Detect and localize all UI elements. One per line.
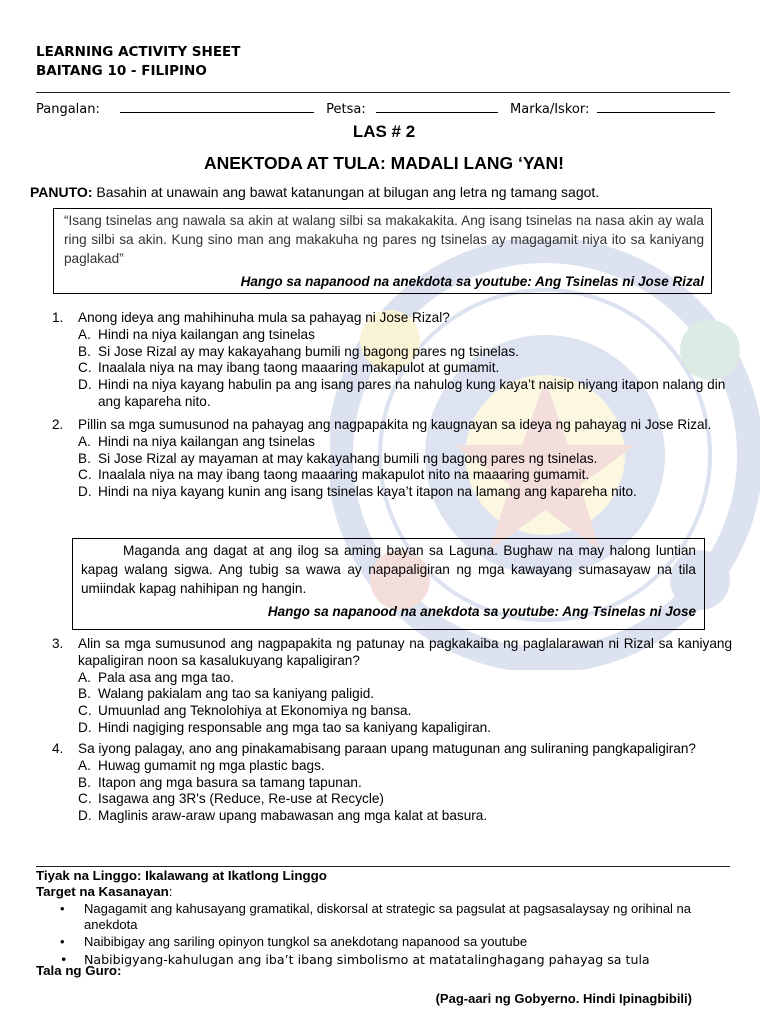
page-title: ANEKTODA AT TULA: MADALI LANG ‘YAN! [203, 153, 565, 173]
las-number: LAS # 2 [352, 122, 416, 141]
instructions-label: PANUTO: [30, 184, 93, 200]
list-item: • Nabibigyang-kahulugan ang iba’t ibang simbolismo at matatalinghagang pahayag sa tula [60, 951, 650, 967]
option-d[interactable]: D. Maglinis araw-araw upang mabawasan ang mga kalat at basura. [78, 808, 488, 824]
option-b[interactable]: B. Walang pakialam ang tao sa kaniyang paligid. [78, 686, 375, 702]
question-stem: Alin sa mga sumusunod ang nagpapakita ng patunay na pagkakaiba ng paglalarawan ni Rizal sa kaniyang kapaligiran noon sa kasalukuyang kapaligiran? [78, 636, 732, 668]
quote-box-2 [72, 538, 705, 630]
grade-subject: BAITANG 10 - FILIPINO [36, 63, 207, 79]
option-b[interactable]: B. Si Jose Rizal ay may kakayahang bumili ng bagong pares ng tsinelas. [78, 343, 519, 359]
option-d[interactable]: D. Hindi na niya kayang habulin pa ang isang pares na nahulog kung kaya’t naisip niyang itapon nalang din ang kapareha nito. [78, 377, 726, 409]
option-c[interactable]: C. Umuunlad ang Teknolohiya at Ekonomiya ng bansa. [78, 703, 412, 719]
question-stem: Pillin sa mga sumusunod na pahayag ang nagpapakita ng kaugnayan sa ideya ng pahayag ni Jose Rizal. [78, 417, 712, 432]
student-info-row [36, 99, 723, 117]
option-c[interactable]: C. Inaalala niya na may ibang taong maaaring makapulot nito na maaaring gumamit. [78, 467, 590, 483]
teacher-note-label: Tala ng Guro: [36, 963, 122, 978]
target-label: Target na Kasanayan: [36, 884, 173, 899]
question-4 [52, 741, 732, 825]
footer-divider [36, 866, 730, 867]
option-b[interactable]: B. Itapon ang mga basura sa tamang tapunan. [78, 774, 362, 790]
header-divider [36, 92, 730, 93]
quote-box-1 [53, 208, 712, 294]
quote-source: Hango sa napanood na anekdota sa youtube: Ang Tsinelas ni Jose Rizal [240, 274, 704, 289]
instructions [30, 184, 599, 200]
quote-text: “Isang tsinelas ang nawala sa akin at walang silbi sa makakakita. Ang isang tsinelas na nasa akin ay wala ring silbi sa akin. Kung sino man ang makakuha ng pares ng tsinelas ay magagamit niya ito sa kaniyang paglakad” [64, 213, 704, 266]
option-c[interactable]: C. Isagawa ang 3R's (Reduce, Re-use at Recycle) [78, 791, 384, 807]
option-c[interactable]: C. Inaalala niya na may ibang taong maaaring makapulot at gumamit. [78, 360, 500, 376]
option-a[interactable]: A. Pala asa ang mga tao. [78, 669, 235, 685]
score-label: Marka/Iskor: [510, 102, 590, 117]
list-item: • Naibibigay ang sariling opinyon tungkol sa anekdotang napanood sa youtube [60, 934, 528, 949]
instructions-text: Basahin at unawain ang bawat katanungan at bilugan ang letra ng tamang sagot. [96, 184, 600, 200]
option-d[interactable]: D. Hindi na niya kayang kunin ang isang tsinelas kaya’t itapon na lamang ang kapareha nito. [78, 484, 637, 500]
question-number: 3. [52, 636, 64, 651]
option-a[interactable]: A. Huwag gumamit ng mga plastic bags. [78, 757, 325, 773]
target-skills-list [58, 901, 738, 969]
score-field[interactable] [597, 99, 715, 113]
option-a[interactable]: A. Hindi na niya kailangan ang tsinelas [78, 326, 315, 342]
question-number: 4. [52, 741, 64, 756]
question-stem: Sa iyong palagay, ano ang pinakamabisang paraan upang matugunan ang suliraning pangkapaligiran? [78, 741, 696, 756]
question-2 [52, 417, 732, 501]
question-1 [52, 310, 732, 411]
option-d[interactable]: D. Hindi nagiging responsable ang mga tao sa kaniyang kapaligiran. [78, 719, 491, 735]
question-number: 2. [52, 417, 64, 432]
quote-source: Hango sa napanood na anekdota sa youtube: Ang Tsinelas ni Jose [267, 604, 696, 619]
question-stem: Anong ideya ang mahihinuha mula sa pahayag ni Jose Rizal? [78, 310, 450, 325]
option-a[interactable]: A. Hindi na niya kailangan ang tsinelas [78, 433, 315, 449]
question-number: 1. [52, 310, 64, 325]
name-label: Pangalan: [36, 102, 100, 117]
option-b[interactable]: B. Si Jose Rizal ay mayaman at may kakayahang bumili ng bagong pares ng tsinelas. [78, 450, 598, 466]
date-field[interactable] [376, 99, 498, 113]
quote-text: Maganda ang dagat at ang ilog sa aming bayan sa Laguna. Bughaw na may halong luntian kapag walang sigwa. Ang tubig sa wawa ay napapaligiran ng mga kawayang sumasayaw na tila umiindak kapag nahihipan ng hangin. [81, 543, 696, 596]
question-3 [52, 636, 732, 737]
ownership-note: (Pag-aari ng Gobyerno. Hindi Ipinagbibili) [435, 991, 692, 1006]
name-field[interactable] [120, 99, 314, 113]
week-label: Tiyak na Linggo: Ikalawang at Ikatlong Linggo [36, 868, 327, 883]
sheet-title: LEARNING ACTIVITY SHEET [36, 44, 241, 60]
list-item: • Nagagamit ang kahusayang gramatikal, diskorsal at strategic sa pagsulat at pagsasalaysay ng orihinal na anekdota [60, 901, 692, 932]
date-label: Petsa: [326, 102, 366, 117]
